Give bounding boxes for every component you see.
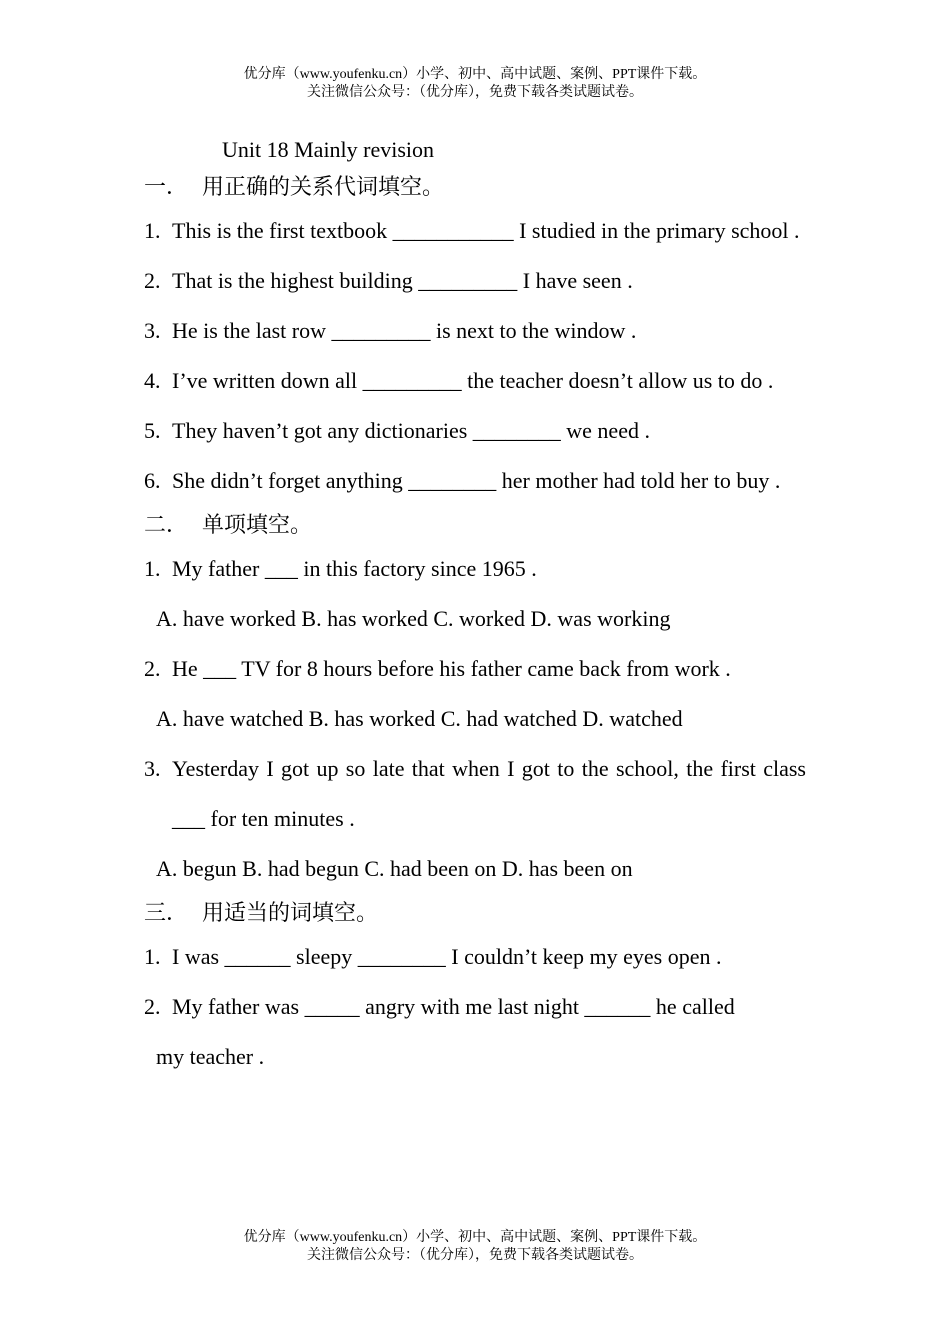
question-number: 5. [144, 418, 161, 443]
footer-line-2: 关注微信公众号：（优分库），免费下载各类试题试卷。 [307, 1248, 643, 1263]
question-continuation: my teacher . [156, 1044, 265, 1069]
question-number: 4. [144, 368, 161, 393]
question-text: She didn’t forget anything ________ her mother had told her to buy . [172, 468, 781, 493]
answer-options: A. begun B. had begun C. had been on D. has been on [156, 856, 633, 881]
question [144, 644, 806, 694]
question-number: 2. [144, 268, 161, 293]
section-title: 单项填空。 [202, 512, 313, 537]
question-number: 2. [144, 656, 161, 681]
question [144, 744, 806, 844]
question-text: I was ______ sleepy ________ I couldn’t keep my eyes open . [172, 944, 722, 969]
question-text: My father was _____ angry with me last night ______ he called [172, 994, 735, 1019]
question-text: That is the highest building _________ I have seen . [172, 268, 633, 293]
section-heading [144, 894, 806, 932]
answer-options: A. have watched B. has worked C. had watched D. watched [156, 706, 683, 731]
question [144, 932, 806, 982]
question [144, 356, 806, 406]
question-number: 1. [144, 218, 161, 243]
question-text: They haven’t got any dictionaries ________ we need . [172, 418, 650, 443]
question-text: This is the first textbook ___________ I studied in the primary school . [172, 218, 800, 243]
question [144, 982, 806, 1032]
section-heading [144, 168, 806, 206]
question-number: 3. [144, 756, 161, 781]
question-number: 6. [144, 468, 161, 493]
section-title: 用适当的词填空。 [202, 900, 379, 925]
header-line-2: 关注微信公众号：（优分库），免费下载各类试题试卷。 [307, 85, 643, 100]
question [144, 256, 806, 306]
question-text: My father ___ in this factory since 1965 . [172, 556, 537, 581]
question-text: He is the last row _________ is next to the window . [172, 318, 637, 343]
header-line-1: 优分库（www.youfenku.cn）小学、初中、高中试题、案例、PPT课件下载。 [243, 67, 707, 82]
section-title: 用正确的关系代词填空。 [202, 174, 445, 199]
question [144, 544, 806, 594]
page-header [0, 66, 950, 102]
section-number: 三． [144, 900, 189, 925]
question-text: He ___ TV for 8 hours before his father came back from work . [172, 656, 731, 681]
question [144, 206, 806, 256]
section-heading [144, 506, 806, 544]
question [144, 456, 806, 506]
unit-title: Unit 18 Mainly revision [222, 137, 435, 162]
section-number: 一． [144, 174, 189, 199]
answer-options: A. have worked B. has worked C. worked D. was working [156, 606, 671, 631]
question-text: I’ve written down all _________ the teacher doesn’t allow us to do . [172, 368, 774, 393]
worksheet [144, 132, 806, 1082]
footer-line-1: 优分库（www.youfenku.cn）小学、初中、高中试题、案例、PPT课件下载。 [243, 1230, 707, 1245]
question [144, 306, 806, 356]
question-number: 2. [144, 994, 161, 1019]
question [144, 406, 806, 456]
page-footer [0, 1229, 950, 1265]
question-text: Yesterday I got up so late that when I got to the school, the first class ___ for ten minutes . [172, 756, 806, 831]
question-number: 1. [144, 556, 161, 581]
question-number: 1. [144, 944, 161, 969]
question-number: 3. [144, 318, 161, 343]
section-number: 二． [144, 512, 189, 537]
